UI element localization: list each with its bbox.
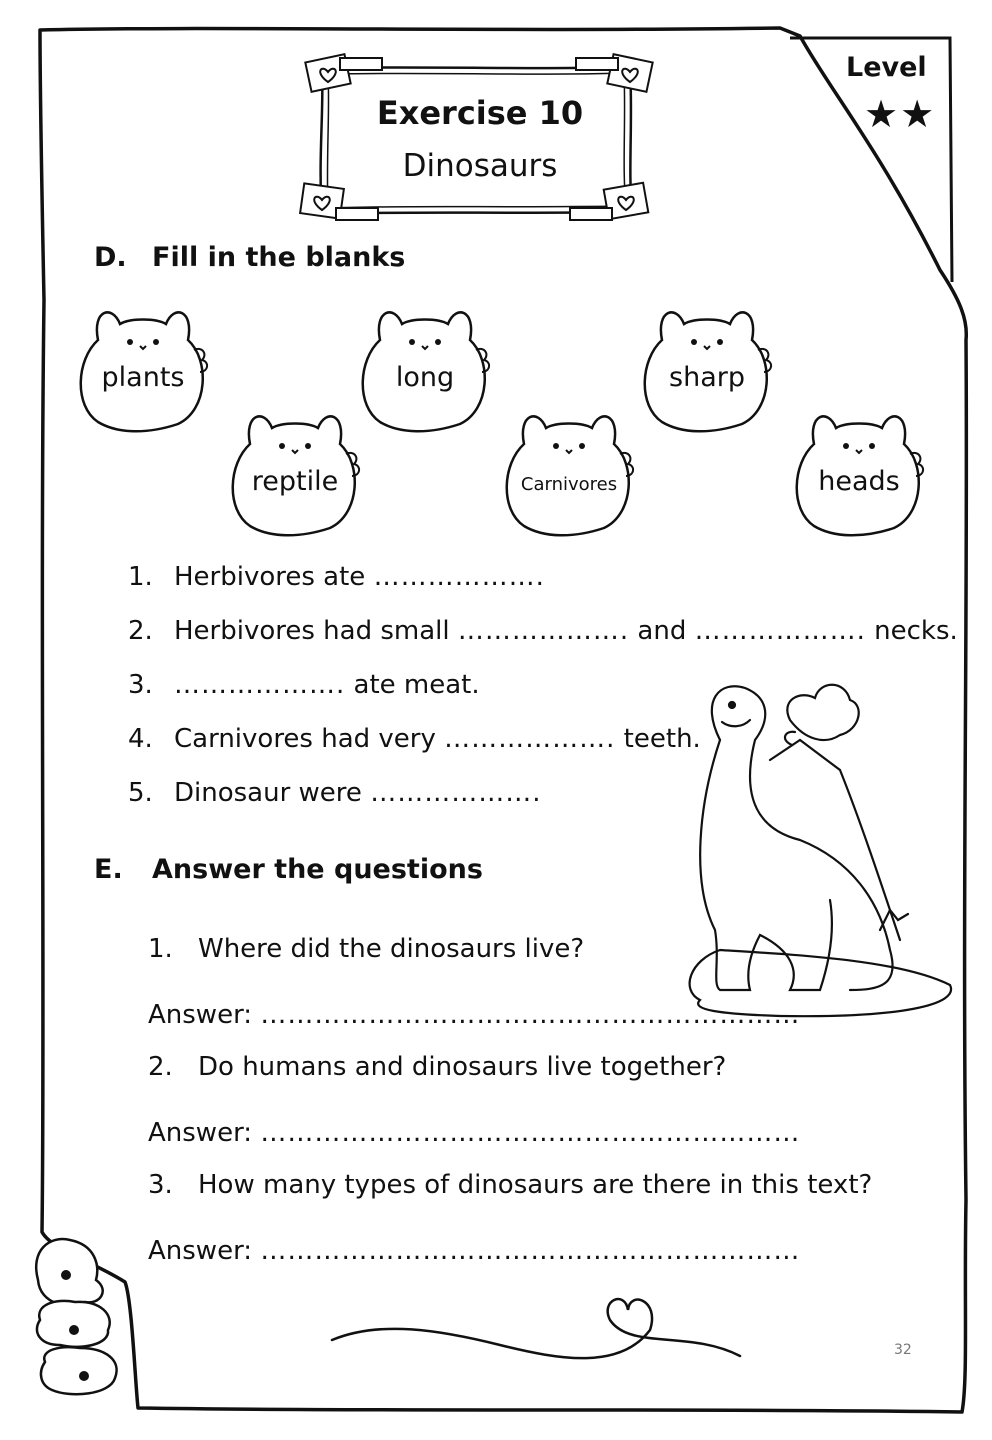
- sentence-text: Carnivores had very: [174, 724, 445, 754]
- answer-label: Answer:: [148, 1118, 261, 1148]
- question: [148, 1052, 726, 1082]
- section-e-title: Answer the questions: [152, 854, 483, 885]
- word-bank-bunny: [220, 404, 370, 544]
- answer-field[interactable]: ……………………………………………………: [260, 1118, 801, 1148]
- word-bank-word: plants: [101, 362, 185, 393]
- blank-field[interactable]: ……………….: [370, 778, 542, 808]
- section-d-title: Fill in the blanks: [152, 242, 406, 273]
- section-d-heading: [94, 242, 405, 273]
- word-bank-bunny: [784, 404, 934, 544]
- heart-swirl: [332, 1299, 740, 1358]
- blank-field[interactable]: ……………….: [174, 670, 346, 700]
- section-e-letter: E.: [94, 854, 123, 885]
- page-number: 32: [894, 1342, 912, 1358]
- level-label: Level: [846, 52, 927, 83]
- item-number: 5.: [128, 778, 153, 808]
- word-bank-word: long: [395, 362, 455, 393]
- answer-label: Answer:: [148, 1000, 261, 1030]
- question: [148, 934, 584, 964]
- word-bank-word: reptile: [251, 466, 339, 497]
- fill-in-item: [128, 562, 545, 592]
- answer-field[interactable]: ……………………………………………………: [260, 1000, 801, 1030]
- exercise-title: Exercise 10: [376, 94, 584, 132]
- word-bank-bunny: [68, 300, 218, 440]
- word-bank-bunny: [350, 300, 500, 440]
- answer-label: Answer:: [148, 1236, 261, 1266]
- item-number: 2.: [128, 616, 153, 646]
- item-number: 1.: [128, 562, 153, 592]
- answer-line: [148, 1000, 800, 1030]
- sentence-text: ate meat.: [345, 670, 480, 700]
- answer-field[interactable]: ……………………………………………………: [260, 1236, 801, 1266]
- question-number: 2.: [148, 1052, 173, 1082]
- answer-line: [148, 1118, 800, 1148]
- word-bank-word: sharp: [669, 362, 745, 393]
- question-text: Where did the dinosaurs live?: [198, 934, 585, 964]
- blank-field[interactable]: ……………….: [457, 616, 630, 646]
- answer-line: [148, 1236, 800, 1266]
- question-text: Do humans and dinosaurs live together?: [198, 1052, 727, 1082]
- blank-field[interactable]: ……………….: [694, 616, 866, 646]
- sentence-text: Herbivores ate: [174, 562, 374, 592]
- word-bank-bunny: [632, 300, 782, 440]
- word-bank-bunny: [494, 404, 644, 544]
- word-bank-word: heads: [818, 466, 900, 497]
- sentence-text: and: [629, 616, 695, 646]
- sentence-text: teeth.: [615, 724, 701, 754]
- question-number: 3.: [148, 1170, 173, 1200]
- star-rating-icon: ★★: [864, 92, 937, 136]
- section-e-heading: [94, 854, 483, 885]
- item-number: 3.: [128, 670, 153, 700]
- sentence-text: necks.: [865, 616, 958, 646]
- dinosaur-illustration: [690, 685, 951, 1016]
- blank-field[interactable]: ……………….: [373, 562, 545, 592]
- sentence-text: Herbivores had small: [174, 616, 458, 646]
- word-bank-word: Carnivores: [520, 474, 618, 495]
- fill-in-item: [128, 724, 701, 754]
- question-number: 1.: [148, 934, 173, 964]
- fill-in-item: [128, 670, 480, 700]
- section-d-letter: D.: [94, 242, 127, 273]
- item-number: 4.: [128, 724, 153, 754]
- fill-in-item: [128, 616, 958, 646]
- fill-in-item: [128, 778, 541, 808]
- exercise-subtitle: Dinosaurs: [402, 148, 558, 184]
- blank-field[interactable]: ……………….: [444, 724, 616, 754]
- sentence-text: Dinosaur were: [174, 778, 371, 808]
- question: [148, 1170, 872, 1200]
- question-text: How many types of dinosaurs are there in this text?: [198, 1170, 873, 1200]
